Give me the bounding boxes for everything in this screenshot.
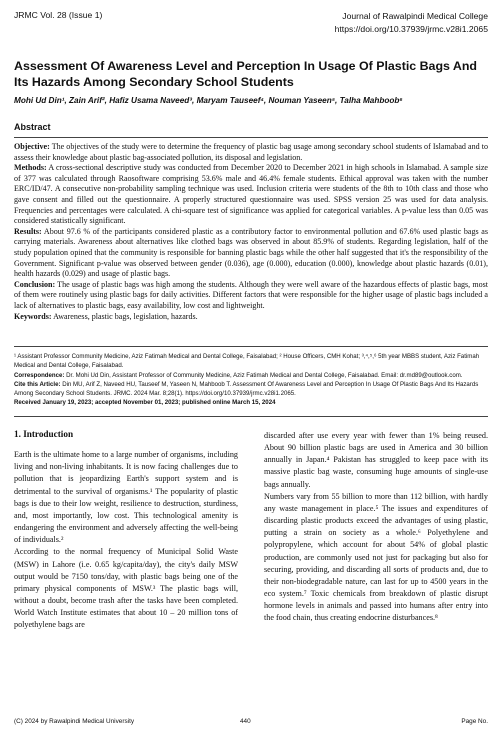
journal-issue: JRMC Vol. 28 (Issue 1) (14, 10, 103, 20)
citation: Cite this Article: Din MU, Arif Z, Naveed HU, Tauseef M, Yaseen N, Mahboob T. Assessment Of Awareness Level and Perception In Usage Of Plastic Bags And Its Hazards Among Secondary School Students. JRMC. 2024 Mar. 8;28(1). https://doi.org/10.37939/jrmc.v28i1.2065. (14, 380, 479, 398)
article-title: Assessment Of Awareness Level and Perception In Usage Of Plastic Bags And Its Hazards Among Secondary School Students (14, 59, 477, 89)
correspondence: Correspondence: Dr. Mohi Ud Din, Assistant Professor of Community Medicine, Aziz Fatimah Medical and Dental College, Faisalabad. Email: dr.md89@outlook.com. (14, 371, 463, 379)
abstract-conclusion: Conclusion: The usage of plastic bags was high among the students. Although they were well aware of the hazardous effects of plastic bags, most of them were routinely using plastic bags for daily activities. Different factors that were responsible for the higher usage of plastic bags included a lack of alternatives to plastic bags, easy availability, low cost and lightweight. (14, 279, 488, 310)
body-column-right (264, 430, 488, 625)
body-paragraph: Numbers vary from 55 billion to more than 112 billion, with hardly any waste management in place.⁵ The issues and expenditures of discarding plastic products exceed the advantages of using plastic, putting a strain on society as a whole.⁶ Polyethylene and polypropylene, which account for about 54% of global plastic production, are commonly used not just for packaging but also for securing, providing, and discarding all sorts of products and, due to their non-biodegradable nature, can last for up to 4500 years in the eco system.⁷ Toxic chemicals from breakdown of plastic disrupt hormone levels in animals and passed into humans after entry into the food chain, thus creating endocrine disturbances.⁸ (264, 491, 488, 623)
doi-link[interactable]: https://doi.org/10.37939/jrmc.v28i1.2065 (334, 24, 488, 34)
abstract-body (14, 142, 488, 322)
section-heading-introduction: 1. Introduction (14, 429, 74, 439)
footer-copyright: (C) 2024 by Rawalpindi Medical University (14, 718, 135, 725)
body-paragraph: According to the normal frequency of Municipal Solid Waste (MSW) in Lahore (i.e. 0.65 kg/capita/day), the city's daily MSW output would be 7150 tons/day, with plastic bags being one of the primary physical components of MSW.³ The plastic bags will, without a doubt, become trash after the tasks have been completed. World Watch Institute estimates that about 10 – 20 million tons of polyethylene bags are (14, 547, 238, 630)
footer-page-number: 440 (240, 718, 251, 725)
author-list: Mohi Ud Din¹, Zain Arif², Hafiz Usama Naveed³, Maryam Tauseef⁴, Nouman Yaseen⁵, Talha Mahboob⁶ (14, 96, 403, 105)
footer-page-label: Page No. (461, 718, 488, 725)
abstract-heading: Abstract (14, 122, 51, 132)
article-dates: Received January 19, 2023; accepted November 01, 2023; published online March 15, 2024 (14, 399, 276, 407)
abstract-results: Results: About 97.6 % of the participants considered plastic as a contributory factor to environmental pollution and 67.6% used plastic bags as carrying materials. Awareness about alternatives like clothed bags was observed in about 85.9% of students. Regarding legislation, half of the study population opined that the community is responsible for banning plastic bags while the other half suggested that it's the responsibility of the Government. Significant p-value was observed between gender (0.036), age (0.000), education (0.000), knowledge about plastic hazards (0.01), health hazards (0.029) and usage of plastic bags. (14, 226, 488, 279)
footnote-bottom-rule (14, 416, 488, 417)
front-matter-footnotes (14, 352, 488, 408)
abstract-bottom-rule (14, 346, 488, 347)
body-column-left (14, 428, 238, 632)
journal-name: Journal of Rawalpindi Medical College (342, 11, 488, 21)
affiliations: ¹ Assistant Professor Community Medicine, Aziz Fatimah Medical and Dental College, Faisalabad; ² House Officers, CMH Kohat; ³,⁴,⁵,⁶ 5th year MBBS student, Aziz Fatimah Medical and Dental College, Faisalabad. (14, 353, 480, 370)
abstract-keywords: Keywords: Awareness, plastic bags, legislation, hazards. (14, 311, 198, 321)
body-paragraph: discarded after use every year with fewer than 1% being reused. About 90 billion plastic bags are used in America and 30 billion annually in Japan.⁴ Pakistan has struggled to keep pace with its massive plastic bag waste, consuming huge amounts of single-use bags annually. (264, 431, 488, 489)
body-paragraph: Earth is the ultimate home to a large number of organisms, including living and non-living inhabitants. It is now facing challenges due to pollution that is jeopardizing Earth's support system and is detrimental to the survival of organisms.¹ The popularity of plastic bags is due to their low weight, resilience to destruction, sturdiness, and, most importantly, low cost. This technological amenity is endangering the environment and adversely affecting the well-being of individuals.² (14, 450, 238, 545)
abstract-objective: Objective: The objectives of the study were to determine the frequency of plastic bag usage among secondary school students of Islamabad and to assess their knowledge about plastic bag-associated pollution, its disposal and legislation. (14, 142, 488, 162)
journal-header (335, 10, 488, 36)
abstract-methods: Methods: A cross-sectional descriptive study was conducted from December 2020 to December 2021 in high schools in Islamabad. A sample size of 377 was calculated through Raosoftware comprising 53.6% male and 46.4% female students. Ethical approval was taken with the number ERC/ID/47. A consecutive non-probability sampling technique was used. Inclusion criteria were students of the 8th to 10th class and those who gave consent and filled out the questionnaire. A properly structured questionnaire was used. SPSS version 25 was used for data analysis. Frequencies and percentages were calculated. A chi-square test of significance was applied for categorical variables. A p-value less than 0.05 was considered statistically significant. (14, 163, 488, 226)
abstract-top-rule (14, 137, 488, 138)
